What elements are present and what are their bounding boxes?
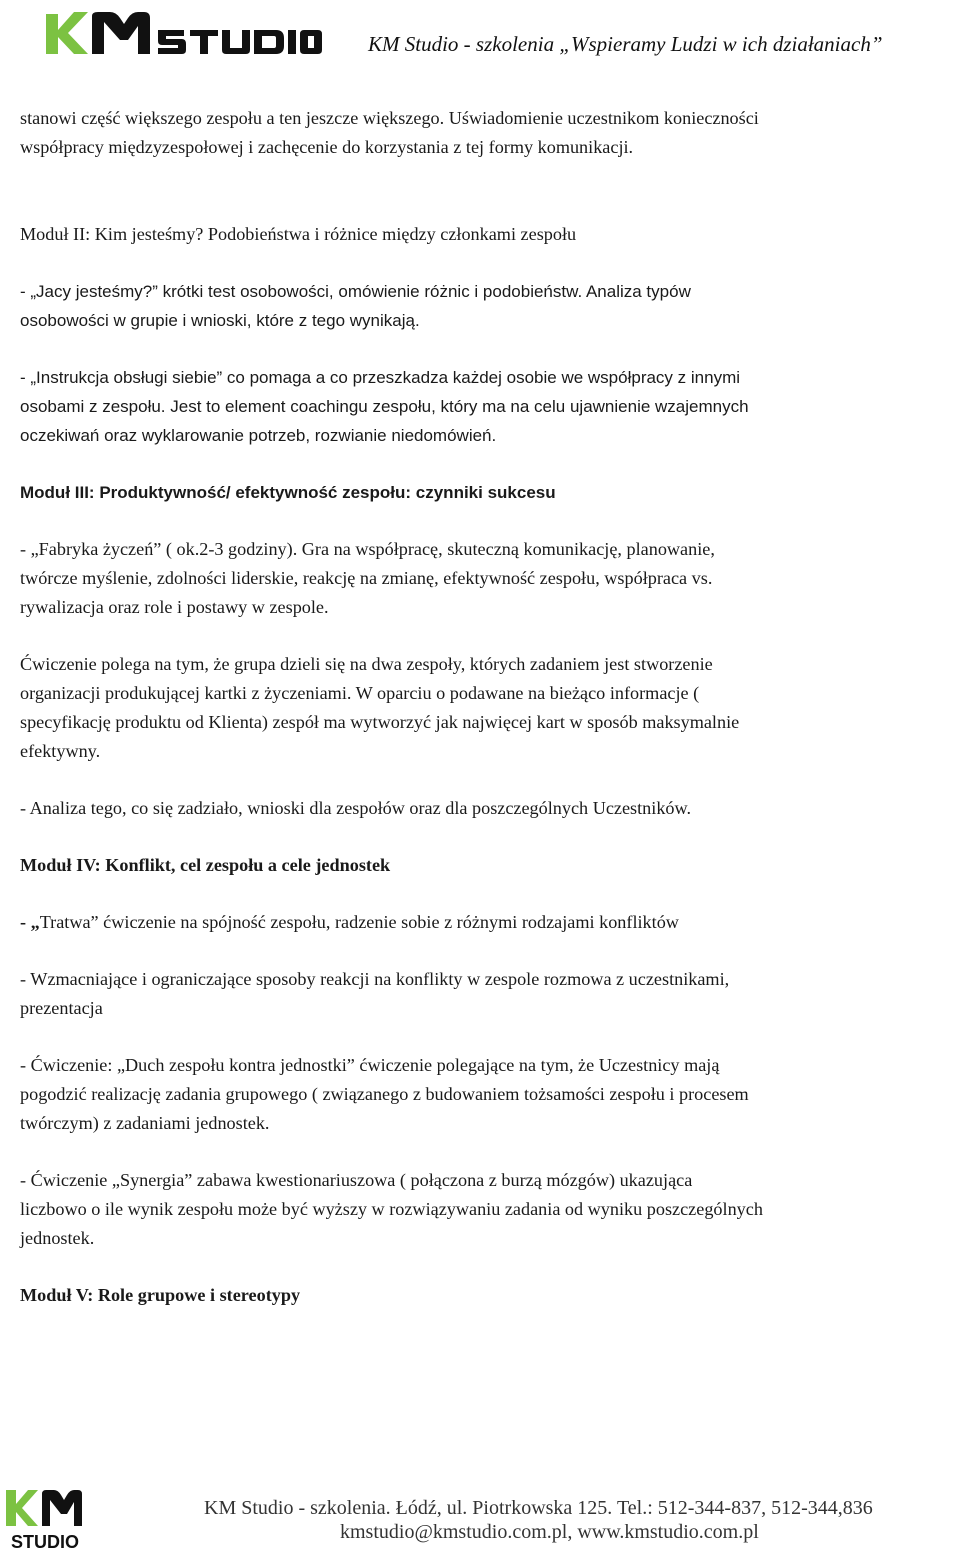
text-line: liczbowo o ile wynik zespołu może być wyższy w rozwiązywaniu zadania od wyniku poszczególnych: [20, 1199, 763, 1219]
footer-logo-studio: STUDIO: [10, 1532, 80, 1552]
footer-logo: [4, 1486, 86, 1556]
text-line: rywalizacja oraz role i postawy w zespole.: [20, 597, 329, 617]
module-4-item-tratwa: [20, 908, 935, 937]
text-line: pogodzić realizację zadania grupowego ( związanego z budowaniem tożsamości zespołu i procesem: [20, 1084, 749, 1104]
text-line: prezentacja: [20, 998, 103, 1018]
text-line: - Wzmacniające i ograniczające sposoby reakcji na konflikty w zespole rozmowa z uczestnikami,: [20, 969, 730, 989]
text-line: jednostek.: [20, 1228, 95, 1248]
text-line: osobami z zespołu. Jest to element coachingu zespołu, który ma na celu ujawnienie wzajemnych: [20, 397, 749, 416]
module-2-item-instrukcja: [20, 363, 935, 450]
module-3-item-analiza: - Analiza tego, co się zadziało, wnioski dla zespołów oraz dla poszczególnych Uczestników.: [20, 798, 692, 818]
footer-links: kmstudio@kmstudio.com.pl, www.kmstudio.com.pl: [340, 1521, 759, 1543]
footer-address: KM Studio - szkolenia. Łódź, ul. Piotrkowska 125. Tel.: 512-344-837, 512-344,836: [204, 1497, 873, 1519]
footer-logo-graphic: [4, 1486, 86, 1556]
text-line: współpracy międzyzespołowej i zachęcenie do korzystania z tej formy komunikacji.: [20, 137, 634, 157]
module-3-item-fabryka: [20, 535, 935, 622]
text-line: stanowi część większego zespołu a ten jeszcze większego. Uświadomienie uczestnikom konieczności: [20, 108, 759, 128]
page-header: [0, 0, 960, 80]
module-3-description: [20, 650, 935, 766]
text-line: - „Instrukcja obsługi siebie” co pomaga a co przeszkadza każdej osobie we współpracy z innymi: [20, 368, 741, 387]
module-4-item-wzmacniajace: [20, 965, 935, 1023]
text-line: Ćwiczenie polega na tym, że grupa dzieli się na dwa zespoły, których zadaniem jest stworzenie: [20, 654, 713, 674]
paragraph-intro: [20, 104, 935, 162]
module-4-item-duch: [20, 1051, 935, 1138]
document-body: [20, 104, 935, 1310]
km-studio-logo: [44, 8, 324, 58]
text-line: - „Jacy jesteśmy?” krótki test osobowości, omówienie różnic i podobieństw. Analiza typów: [20, 282, 691, 301]
text-line: oczekiwań oraz wyklarowanie potrzeb, rozwianie niedomówień.: [20, 426, 497, 445]
text-line: - Ćwiczenie „Synergia” zabawa kwestionariuszowa ( połączona z burzą mózgów) ukazująca: [20, 1170, 693, 1190]
module-2-item-jacy: [20, 277, 935, 335]
header-tagline: KM Studio - szkolenia „Wspieramy Ludzi w ich działaniach”: [368, 32, 883, 56]
module-2-title: Moduł II: Kim jesteśmy? Podobieństwa i różnice między członkami zespołu: [20, 224, 577, 244]
text-line: efektywny.: [20, 741, 101, 761]
footer-contact: [204, 1496, 944, 1544]
page-footer: [0, 1480, 960, 1559]
text-line: Tratwa” ćwiczenie na spójność zespołu, radzenie sobie z różnymi rodzajami konfliktów: [39, 912, 679, 932]
module-3-title: Moduł III: Produktywność/ efektywność zespołu: czynniki sukcesu: [20, 483, 556, 502]
text-line: osobowości w grupie i wnioski, które z tego wynikają.: [20, 311, 420, 330]
text-line: - „Fabryka życzeń” ( ok.2-3 godziny). Gra na współpracę, skuteczną komunikację, planowanie,: [20, 539, 715, 559]
module-4-title: Moduł IV: Konflikt, cel zespołu a cele jednostek: [20, 855, 391, 875]
text-line: twórczym) z zadaniami jednostek.: [20, 1113, 270, 1133]
text-line: - Ćwiczenie: „Duch zespołu kontra jednostki” ćwiczenie polegające na tym, że Uczestnicy mają: [20, 1055, 720, 1075]
text-line: specyfikację produktu od Klienta) zespół ma wytworzyć jak najwięcej kart w sposób maksymalnie: [20, 712, 740, 732]
module-4-item-synergia: [20, 1166, 935, 1253]
km-studio-logo-graphic: [44, 8, 324, 58]
text-line: organizacji produkującej kartki z życzeniami. W oparciu o podawane na bieżąco informacje (: [20, 683, 700, 703]
text-line: twórcze myślenie, zdolności liderskie, reakcję na zmianę, efektywność zespołu, współpraca vs.: [20, 568, 713, 588]
bold-prefix: - „: [20, 912, 40, 932]
module-5-title: Moduł V: Role grupowe i stereotypy: [20, 1285, 301, 1305]
